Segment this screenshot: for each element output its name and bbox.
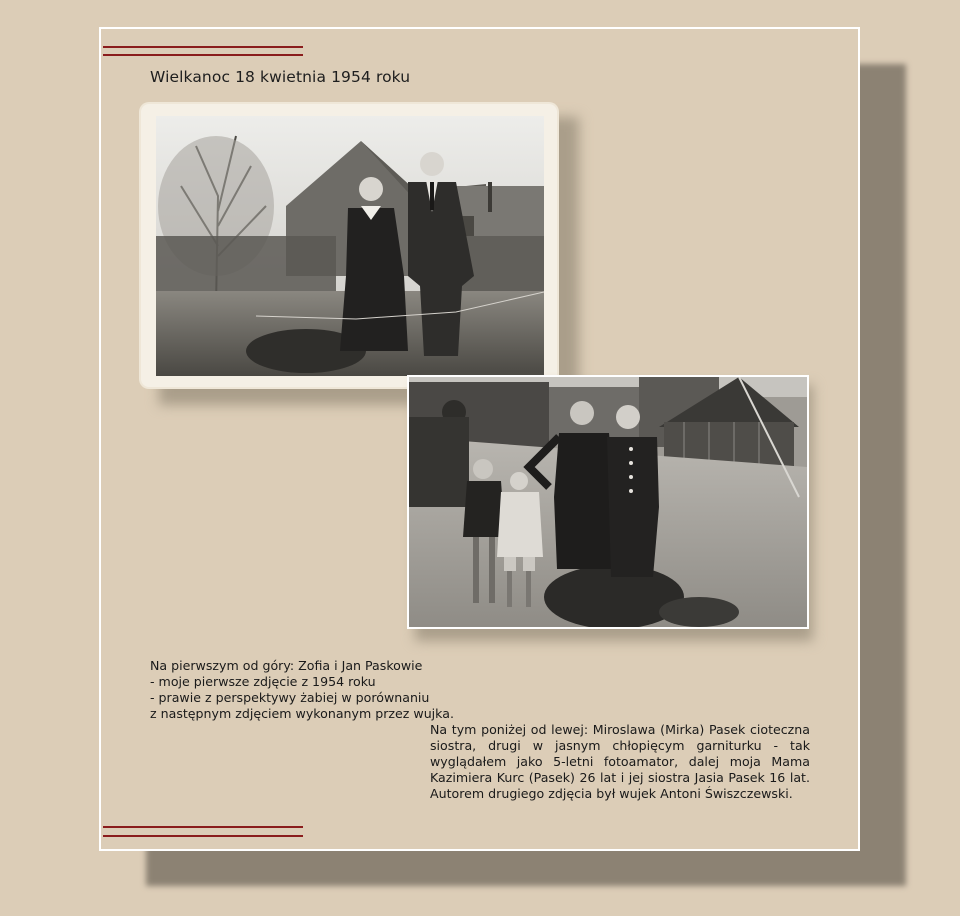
photo-couple[interactable] — [141, 104, 557, 387]
page-title: Wielkanoc 18 kwietnia 1954 roku — [150, 68, 411, 86]
caption-second-photo: Na tym poniżej od lewej: Miroslawa (Mirka) Pasek cioteczna siostra, drugi w jasnym chłopięcym garniturku - tak wyglądałem jako 5-letni fotoamator, dalej moja Mama Kazimiera Kurc (Pasek) 26 lat i jej siostra Jasia Pasek 16 lat. Autorem drugiego zdjęcia był wujek Antoni Świszczewski. — [430, 722, 810, 801]
caption-line: - prawie z perspektywy żabiej w porównaniu — [150, 690, 430, 705]
photo-family-image — [409, 377, 807, 627]
caption-first-photo — [150, 658, 480, 722]
bottom-rule-1 — [103, 826, 303, 828]
photo-couple-image — [156, 116, 544, 376]
photo-family-group[interactable] — [407, 375, 809, 629]
top-rule-2 — [103, 54, 303, 56]
caption-line: - moje pierwsze zdjęcie z 1954 roku — [150, 674, 376, 689]
caption-line: Na pierwszym od góry: Zofia i Jan Paskowie — [150, 658, 423, 673]
album-page — [99, 27, 860, 851]
top-rule-1 — [103, 46, 303, 48]
bottom-rule-2 — [103, 835, 303, 837]
caption-line: z następnym zdjęciem wykonanym przez wujka. — [150, 706, 454, 721]
